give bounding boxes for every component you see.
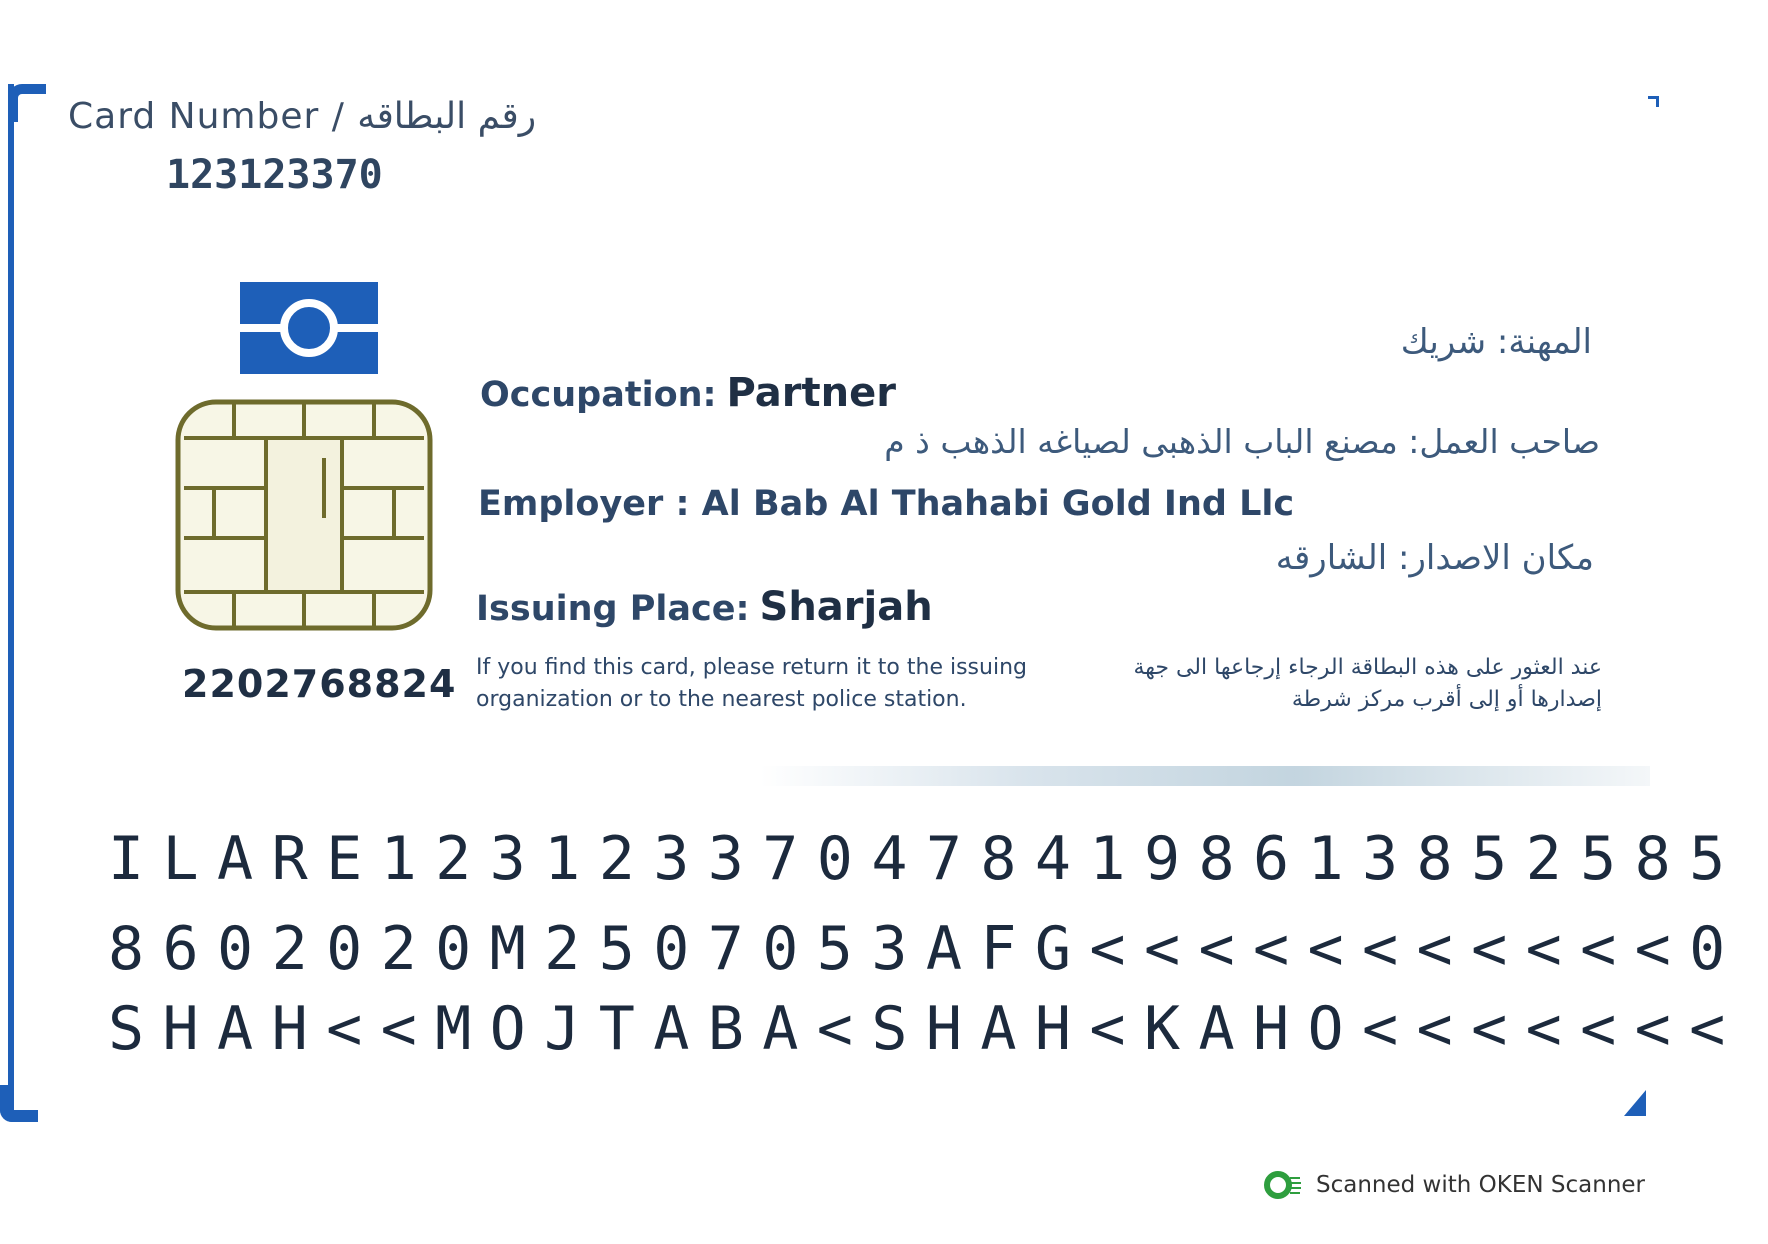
oken-scanner-logo-icon [1264, 1170, 1302, 1200]
faded-security-stripe [760, 766, 1650, 786]
card-number-value: 123123370 [166, 152, 383, 198]
return-notice-english-line-2: organization or to the nearest police station. [476, 687, 967, 712]
issuing-place-label: Issuing Place: [476, 589, 750, 629]
card-corner-top-right [1648, 96, 1659, 107]
card-corner-bottom-right [1624, 1090, 1646, 1116]
employer-value: Al Bab Al Thahabi Gold Ind Llc [701, 484, 1295, 524]
mrz-line-3: SHAH<<MOJTABA<SHAH<KAHO<<<<<<< [108, 994, 1744, 1064]
occupation-label: Occupation: [480, 375, 717, 415]
employer-arabic: صاحب العمل: مصنع الباب الذهبى لصياغه الذهب ذ م [884, 422, 1600, 461]
employer-row [478, 484, 1294, 524]
scanner-watermark [1264, 1170, 1645, 1200]
card-number-label: Card Number / رقم البطاقه [68, 96, 537, 137]
return-notice-english [476, 652, 1036, 716]
card-left-edge [8, 84, 14, 1110]
occupation-arabic: المهنة: شريك [1400, 322, 1592, 362]
mrz-line-2: 8602020M2507053AFG<<<<<<<<<<<0 [108, 914, 1744, 984]
mrz-line-1: ILARE1231233704784198613852585 [108, 824, 1744, 894]
card-corner-top-left [8, 84, 46, 122]
card-corner-bottom-left [0, 1085, 38, 1122]
smart-chip-icon [174, 398, 434, 632]
return-notice-arabic-line-1: عند العثور على هذه البطاقة الرجاء إرجاعها الى جهة [1133, 655, 1602, 680]
return-notice-arabic-line-2: إصدارها أو إلى أقرب مركز شرطة [1291, 687, 1602, 712]
occupation-row [480, 370, 896, 416]
occupation-value: Partner [726, 370, 896, 416]
employer-label: Employer : [478, 484, 690, 524]
issuing-place-value: Sharjah [759, 584, 933, 630]
contactless-emblem-icon [240, 282, 378, 374]
issuing-place-row [476, 584, 933, 630]
issuing-place-arabic: مكان الاصدار: الشارقه [1275, 538, 1594, 578]
card-serial-number: 2202768824 [182, 662, 457, 706]
scanner-watermark-text: Scanned with OKEN Scanner [1316, 1172, 1645, 1198]
return-notice-english-line-1: If you find this card, please return it to the issuing [476, 655, 1027, 680]
return-notice-arabic [1022, 652, 1602, 716]
